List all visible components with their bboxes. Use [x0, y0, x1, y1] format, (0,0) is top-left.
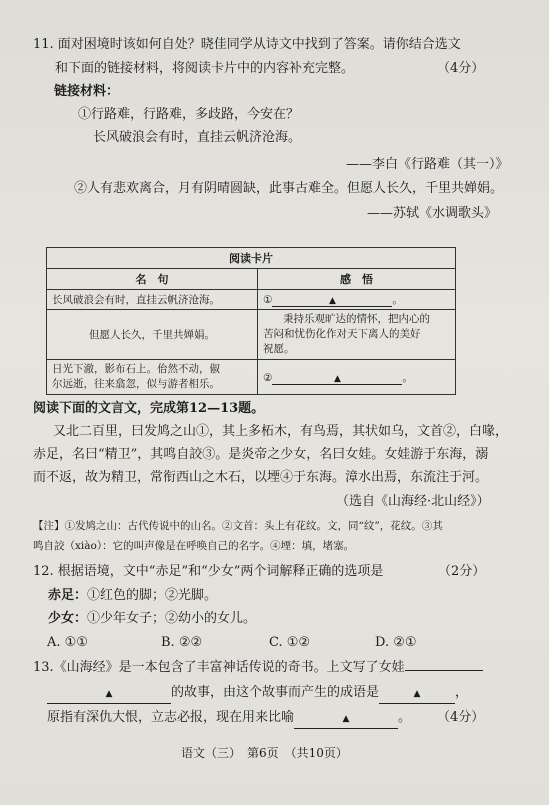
- passage-line2: 赤足，名曰“精卫”，其鸣自詨③。是炎帝之少女，名曰女娃。女娃游于东海，溺: [33, 447, 489, 462]
- passage-line3: 而不返，故为精卫，常衔西山之木石，以堙④于东海。漳水出焉，东流注于河。: [33, 470, 489, 485]
- material1-line1: ①行路难，行路难，多歧路，今安在？: [78, 107, 300, 122]
- note-line1: 【注】①发鸠之山：古代传说中的山名。②文首：头上有花纹。文，同“纹”，花纹。③其: [33, 520, 443, 532]
- q13-blank1-start[interactable]: [405, 670, 483, 671]
- header-insight: 感 悟: [258, 269, 456, 290]
- q12-stem: 12. 根据语境，文中“赤足”和“少女”两个词解释正确的选项是: [33, 564, 384, 579]
- triangle-icon: ▲: [105, 689, 113, 699]
- header-sentence: 名 句: [47, 269, 258, 290]
- row3-end: 。: [402, 371, 413, 384]
- row1-blank[interactable]: [272, 294, 392, 307]
- passage-line1: 又北二百里，曰发鸠之山①，其上多柘木，有鸟焉，其状如乌，文首②，白喙，: [53, 424, 509, 439]
- triangle-icon: ▲: [333, 373, 341, 384]
- word1-label: 赤足：: [48, 588, 88, 603]
- q13-text1: 13.《山海经》是一本包含了丰富神话传说的奇书。上文写了女娃: [33, 660, 405, 675]
- q13-text2-end: ，: [455, 685, 469, 700]
- material2-line1: ②人有悲欢离合，月有阴晴圆缺，此事古难全。但愿人长久，千里共婵娟。: [74, 181, 504, 196]
- option-d[interactable]: D. ②①: [375, 635, 417, 650]
- word1-options: ①红色的脚；②光脚。: [87, 588, 218, 603]
- row2-insight: [258, 310, 456, 360]
- triangle-icon: ▲: [342, 714, 350, 724]
- row3-insight[interactable]: [258, 360, 456, 395]
- q13-text2: 的故事，由这个故事而产生的成语是: [171, 685, 380, 700]
- row1-prefix: ①: [263, 294, 273, 306]
- card-title: 阅读卡片: [47, 248, 456, 269]
- q13-blank2[interactable]: [379, 684, 455, 704]
- row3-sentence: [47, 360, 258, 395]
- q12-word1: [48, 587, 217, 605]
- q12-word2: [48, 610, 256, 628]
- row3-sentence-line2: 尔远逝，往来翕忽，似与游者相乐。: [52, 378, 220, 390]
- note-line2: 鸣自詨（xiào）：它的叫声像是在呼唤自己的名字。④堙：填，堵塞。: [33, 540, 355, 552]
- q13-line1: [33, 659, 483, 677]
- row1-end: 。: [392, 294, 403, 306]
- row3-sentence-line1: 日光下澈，影布石上。佁然不动，俶: [52, 363, 220, 375]
- row3-blank[interactable]: [272, 372, 402, 385]
- q13-score: （4分）: [437, 710, 485, 725]
- option-a[interactable]: A. ①①: [47, 635, 88, 650]
- row1-insight[interactable]: [258, 290, 456, 310]
- q13-blank3[interactable]: [294, 709, 398, 729]
- passage-source: （选自《山海经·北山经》）: [336, 494, 490, 509]
- word2-options: ①少年女子；②幼小的女儿。: [87, 611, 257, 626]
- q13-text3: 原指有深仇大恨，立志必报，现在用来比喻: [47, 710, 295, 725]
- row2-insight-line2: 苦闷和忧伤化作对天下离人的美好: [263, 328, 421, 340]
- q11-score: （4分）: [437, 61, 485, 76]
- row2-sentence: 但愿人长久，千里共婵娟。: [47, 310, 258, 360]
- row1-sentence: 长风破浪会有时，直挂云帆济沧海。: [47, 290, 258, 310]
- reading-card-table: [46, 247, 456, 395]
- row2-insight-line3: 祝愿。: [263, 343, 295, 355]
- word2-label: 少女：: [48, 611, 88, 626]
- page-footer: 语文（三） 第6页 （共10页）: [181, 746, 348, 760]
- q11-line2: 和下面的链接材料，将阅读卡片中的内容补充完整。: [55, 61, 355, 76]
- triangle-icon: ▲: [328, 296, 336, 306]
- reading-intro: 阅读下面的文言文，完成第12—13题。: [33, 401, 265, 416]
- q13-line2: [47, 684, 468, 704]
- material1-line2: 长风破浪会有时，直挂云帆济沧海。: [93, 130, 302, 145]
- material2-source: ——苏轼《水调歌头》: [367, 206, 498, 221]
- material1-source: ——李白《行路难（其一）》: [346, 157, 509, 172]
- q13-text3-end: 。: [398, 710, 412, 725]
- option-c[interactable]: C. ①②: [269, 635, 311, 650]
- link-material-title: 链接材料：: [54, 84, 120, 99]
- q13-line3: [47, 709, 411, 729]
- row2-insight-line1: 秉持乐观旷达的情怀，把内心的: [283, 313, 430, 325]
- q13-blank1[interactable]: [47, 684, 171, 704]
- option-b[interactable]: B. ②②: [161, 635, 203, 650]
- q12-score: （2分）: [438, 564, 486, 579]
- q11-line1: 11. 面对困境时该如何自处？晓佳同学从诗文中找到了答案。请你结合选文: [33, 37, 461, 52]
- row3-prefix: ②: [263, 371, 273, 384]
- triangle-icon: ▲: [413, 689, 421, 699]
